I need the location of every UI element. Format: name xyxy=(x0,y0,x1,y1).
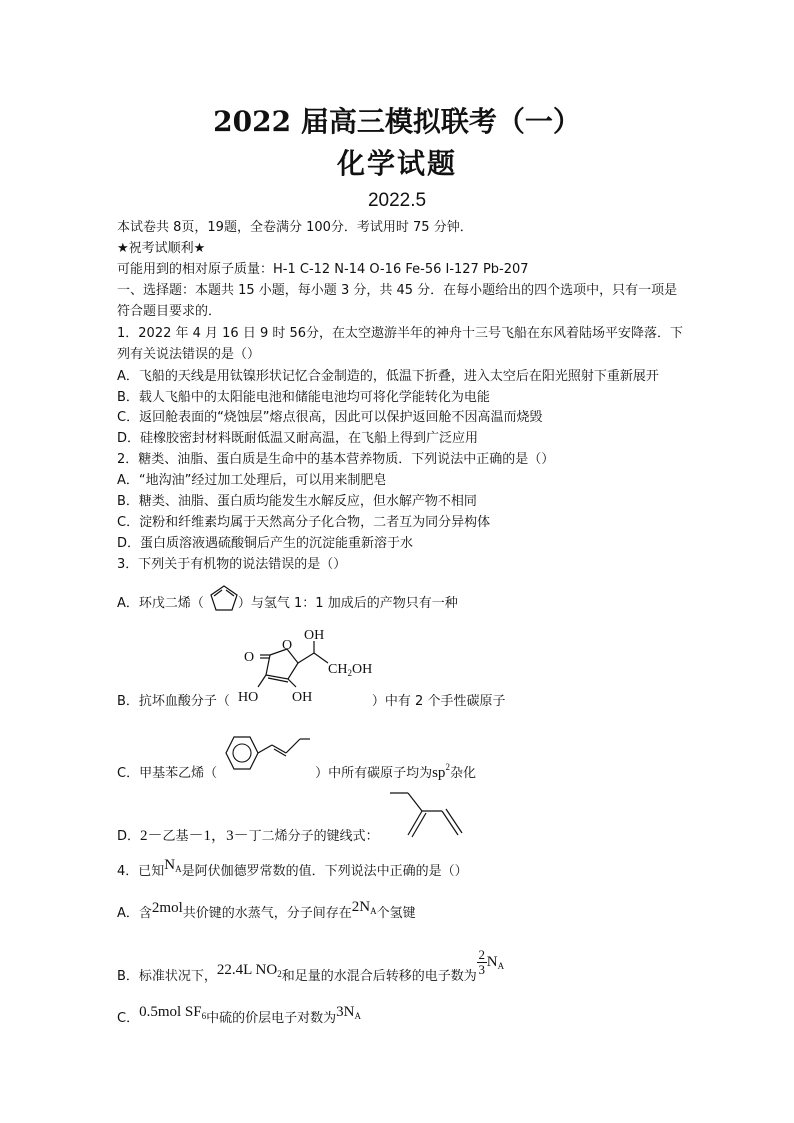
q4-b-prefix: B．标准状况下， xyxy=(117,969,217,984)
q3-d-locant-2: 2－ xyxy=(140,828,163,844)
q3-d-suffix: 丁二烯分子的键线式： xyxy=(248,829,379,844)
q4-option-a xyxy=(117,899,416,927)
q4-c-mid: 中硫的价层电子对数为 xyxy=(206,1011,337,1026)
q1-option-b: B．载人飞船中的太阳能电池和储能电池均可将化学能转化为电能 xyxy=(117,390,490,405)
ethylbutadiene-structure xyxy=(386,787,466,843)
q3-option-d xyxy=(117,826,379,847)
q4-option-b xyxy=(117,947,505,991)
q4-a-prefix: A．含 xyxy=(117,906,152,921)
struct-label-oh-right: OH xyxy=(292,690,313,705)
q4-a-amount: 2mol xyxy=(151,900,183,916)
q2-option-b: B．糖类、油脂、蛋白质均能发生水解反应，但水解产物不相同 xyxy=(117,494,477,509)
intro-line: 本试卷共 8页，19题，全卷满分 100分．考试用时 75 分钟． xyxy=(117,220,473,235)
question-1-stem: 列有关说法错误的是（） xyxy=(117,347,261,362)
q4-c-prefix: C． xyxy=(117,1011,140,1026)
exam-subject: 化学试题 xyxy=(336,147,457,180)
q3-b-suffix: ）中有 2 个手性碳原子 xyxy=(371,694,506,709)
cyclopentadiene-structure xyxy=(206,582,242,616)
struct-label-o-keto: O xyxy=(244,650,255,665)
q2-option-c: C．淀粉和纤维素均属于天然高分子化合物，二者互为同分异构体 xyxy=(117,515,491,530)
q3-c-suffix: ）中所有碳原子均为 xyxy=(315,766,433,781)
struct-label-ho: HO xyxy=(238,690,259,705)
struct-label-oh-top: OH xyxy=(304,628,325,643)
q3-d-ethyl: 乙基 xyxy=(162,829,189,844)
q3-option-c xyxy=(117,757,476,784)
q3-option-a xyxy=(117,594,458,614)
avogadro-symbol: $N_A$ xyxy=(164,857,182,874)
q4-a-end: 个氢键 xyxy=(376,906,416,921)
intro-line: ★祝考试顺利★ xyxy=(117,241,206,256)
fraction-two-thirds: $\frac{2}{3}$ xyxy=(478,947,485,977)
exam-title: 2022 届高三模拟联考（一） xyxy=(213,105,581,138)
struct-label-o-ring: O xyxy=(282,638,293,653)
q3-d-locant-3: 3－ xyxy=(226,828,249,844)
q3-c-end: 杂化 xyxy=(449,766,476,781)
q4-b-mid: 和足量的水混合后转移的电子数为 xyxy=(281,969,477,984)
q4-stem-suffix: 是阿伏伽德罗常数的值．下列说法中正确的是（） xyxy=(181,864,468,879)
q3-a-prefix: A．环戊二烯（ xyxy=(117,596,204,611)
struct-label-ch2oh: $CH_2OH$ xyxy=(328,662,372,678)
q1-option-d: D．硅橡胶密封材料既耐低温又耐高温，在飞船上得到广泛应用 xyxy=(117,431,479,446)
sp-hybrid: $sp^2$ xyxy=(432,762,450,781)
q3-d-prefix: D． xyxy=(117,829,141,844)
question-2-stem: 2．糖类、油脂、蛋白质是生命中的基本营养物质．下列说法中正确的是（） xyxy=(117,452,555,467)
section-heading: 符合题目要求的． xyxy=(117,304,222,319)
q4-b-amount: 22.4L $NO_2$ xyxy=(216,962,282,979)
q3-d-locant-1: －1， xyxy=(188,828,227,844)
question-1-stem: 1．2022 年 4 月 16 日 9 时 56分，在太空遨游半年的神舟十三号飞船在东风着陆场平安降落．下 xyxy=(117,326,684,341)
q3-a-suffix: ）与氢气 1：1 加成后的产物只有一种 xyxy=(237,596,458,611)
q1-option-a: A．飞船的天线是用钛镍形状记忆合金制造的，低温下折叠，进入太空后在阳光照射下重新展开 xyxy=(117,369,659,384)
q4-option-c xyxy=(117,1004,361,1032)
exam-date: 2022.5 xyxy=(367,190,427,211)
q2-option-d: D．蛋白质溶液遇硫酸铜后产生的沉淀能重新溶于水 xyxy=(117,536,414,551)
q4-stem-prefix: 4．已知 xyxy=(117,864,165,879)
q4-b-na: $N_A$ xyxy=(486,954,505,971)
q2-option-a: A．“地沟油”经过加工处理后，可以用来制肥皂 xyxy=(117,473,387,488)
question-4-stem xyxy=(117,857,468,885)
q4-c-amount: 0.5mol $SF_6$ xyxy=(139,1004,207,1021)
q4-c-na: $3N_A$ xyxy=(336,1004,361,1021)
q3-option-b xyxy=(117,692,505,712)
question-3-stem: 3．下列关于有机物的说法错误的是（） xyxy=(117,557,347,572)
intro-line: 可能用到的相对原子质量：H-1 C-12 N-14 O-16 Fe-56 I-127 Pb-207 xyxy=(117,262,529,277)
q1-option-c: C．返回舱表面的“烧蚀层”熔点很高，因此可以保护返回舱不因高温而烧毁 xyxy=(117,410,543,425)
q4-a-na: $2N_A$ xyxy=(351,899,377,916)
q3-b-prefix: B．抗坏血酸分子（ xyxy=(117,694,230,709)
section-heading: 一、选择题：本题共 15 小题，每小题 3 分，共 45 分．在每小题给出的四个选项中，只有一项是 xyxy=(117,283,678,298)
q4-a-mid: 共价键的水蒸气，分子间存在 xyxy=(182,906,352,921)
q3-c-prefix: C．甲基苯乙烯（ xyxy=(117,766,218,781)
